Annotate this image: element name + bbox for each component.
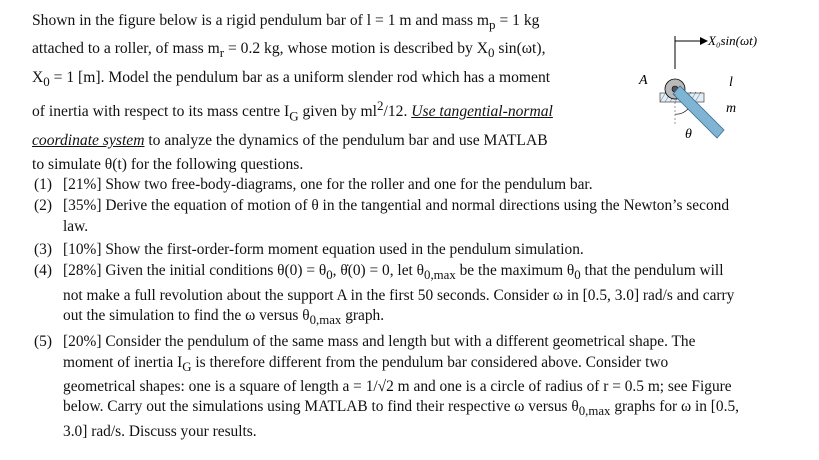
question-5: (5) [20%] Consider the pendulum of the same mass and length but with a different geometrical shape. The moment of inertia $I_G$ is therefore different from the pendulum bar considered above. Consider two geometrical shapes: one is a square of length a = 1/√2 m and one is a circle of radius of r = 0.5 m; see Figure below. Carry out the simulations using MATLAB to find their respective ω versus $\theta_{0,max}$ graphs for ω in [0.5, 3.0] rad/s. Discuss your results. — [34, 333, 740, 440]
theta-arc — [675, 109, 688, 114]
problem-statement — [32, 9, 632, 177]
question-list — [34, 175, 739, 442]
question-3: (3) [10%] Show the first-order-form moment equation used in the pendulum simulation. — [34, 240, 584, 258]
intro-line-2: attached to a roller, of mass $m_r = 0.2$ kg, whose motion is described by $X_0$ sin(ωt), — [32, 40, 546, 61]
question-1: (1) [21%] Show two free-body-diagrams, one for the roller and one for the pendulum bar. — [34, 176, 593, 193]
pendulum-figure — [622, 14, 812, 164]
motion-label: X₀sin(ωt) — [708, 33, 758, 48]
question-2: (2) [35%] Derive the equation of motion of θ in the tangential and normal directions using the Newton’s second law. — [34, 197, 730, 235]
mass-label: m — [726, 101, 737, 116]
intro-line-3: $X_0 = 1$ [m]. Model the pendulum bar as a uniform slender rod which has a moment — [32, 68, 551, 89]
question-4: (4) [28%] Given the initial conditions $\theta(0) = \theta_0$, θ̇(0) = 0, let $\theta_{0,max}$ be the maximum $\theta_0$ that the pendulum will not make a full revolution about the support A in the first 50 seconds. Consider ω in [0.5, 3.0] rad/s and carry out the simulation to find the ω versus $\theta_{0,max}$ graph. — [34, 262, 735, 327]
intro-line-5: coordinate system to analyze the dynamics of the pendulum bar and use MATLAB — [32, 131, 548, 149]
coordinate-system-link: coordinate system — [32, 131, 145, 149]
intro-line-1: Shown in the figure below is a rigid pendulum bar of l = 1 m and mass $m_p = 1$ kg — [32, 12, 540, 33]
theta-label: θ — [685, 127, 692, 142]
tangential-normal-link: Use tangential-normal — [411, 103, 553, 121]
support-label-a: A — [639, 73, 648, 88]
length-label: l — [729, 75, 733, 90]
intro-line-4: of inertia with respect to its mass centre $I_G$ given by $ml^2/12$. Use tangential-normal — [32, 98, 553, 124]
intro-line-6: to simulate θ(t) for the following questions. — [32, 156, 304, 174]
